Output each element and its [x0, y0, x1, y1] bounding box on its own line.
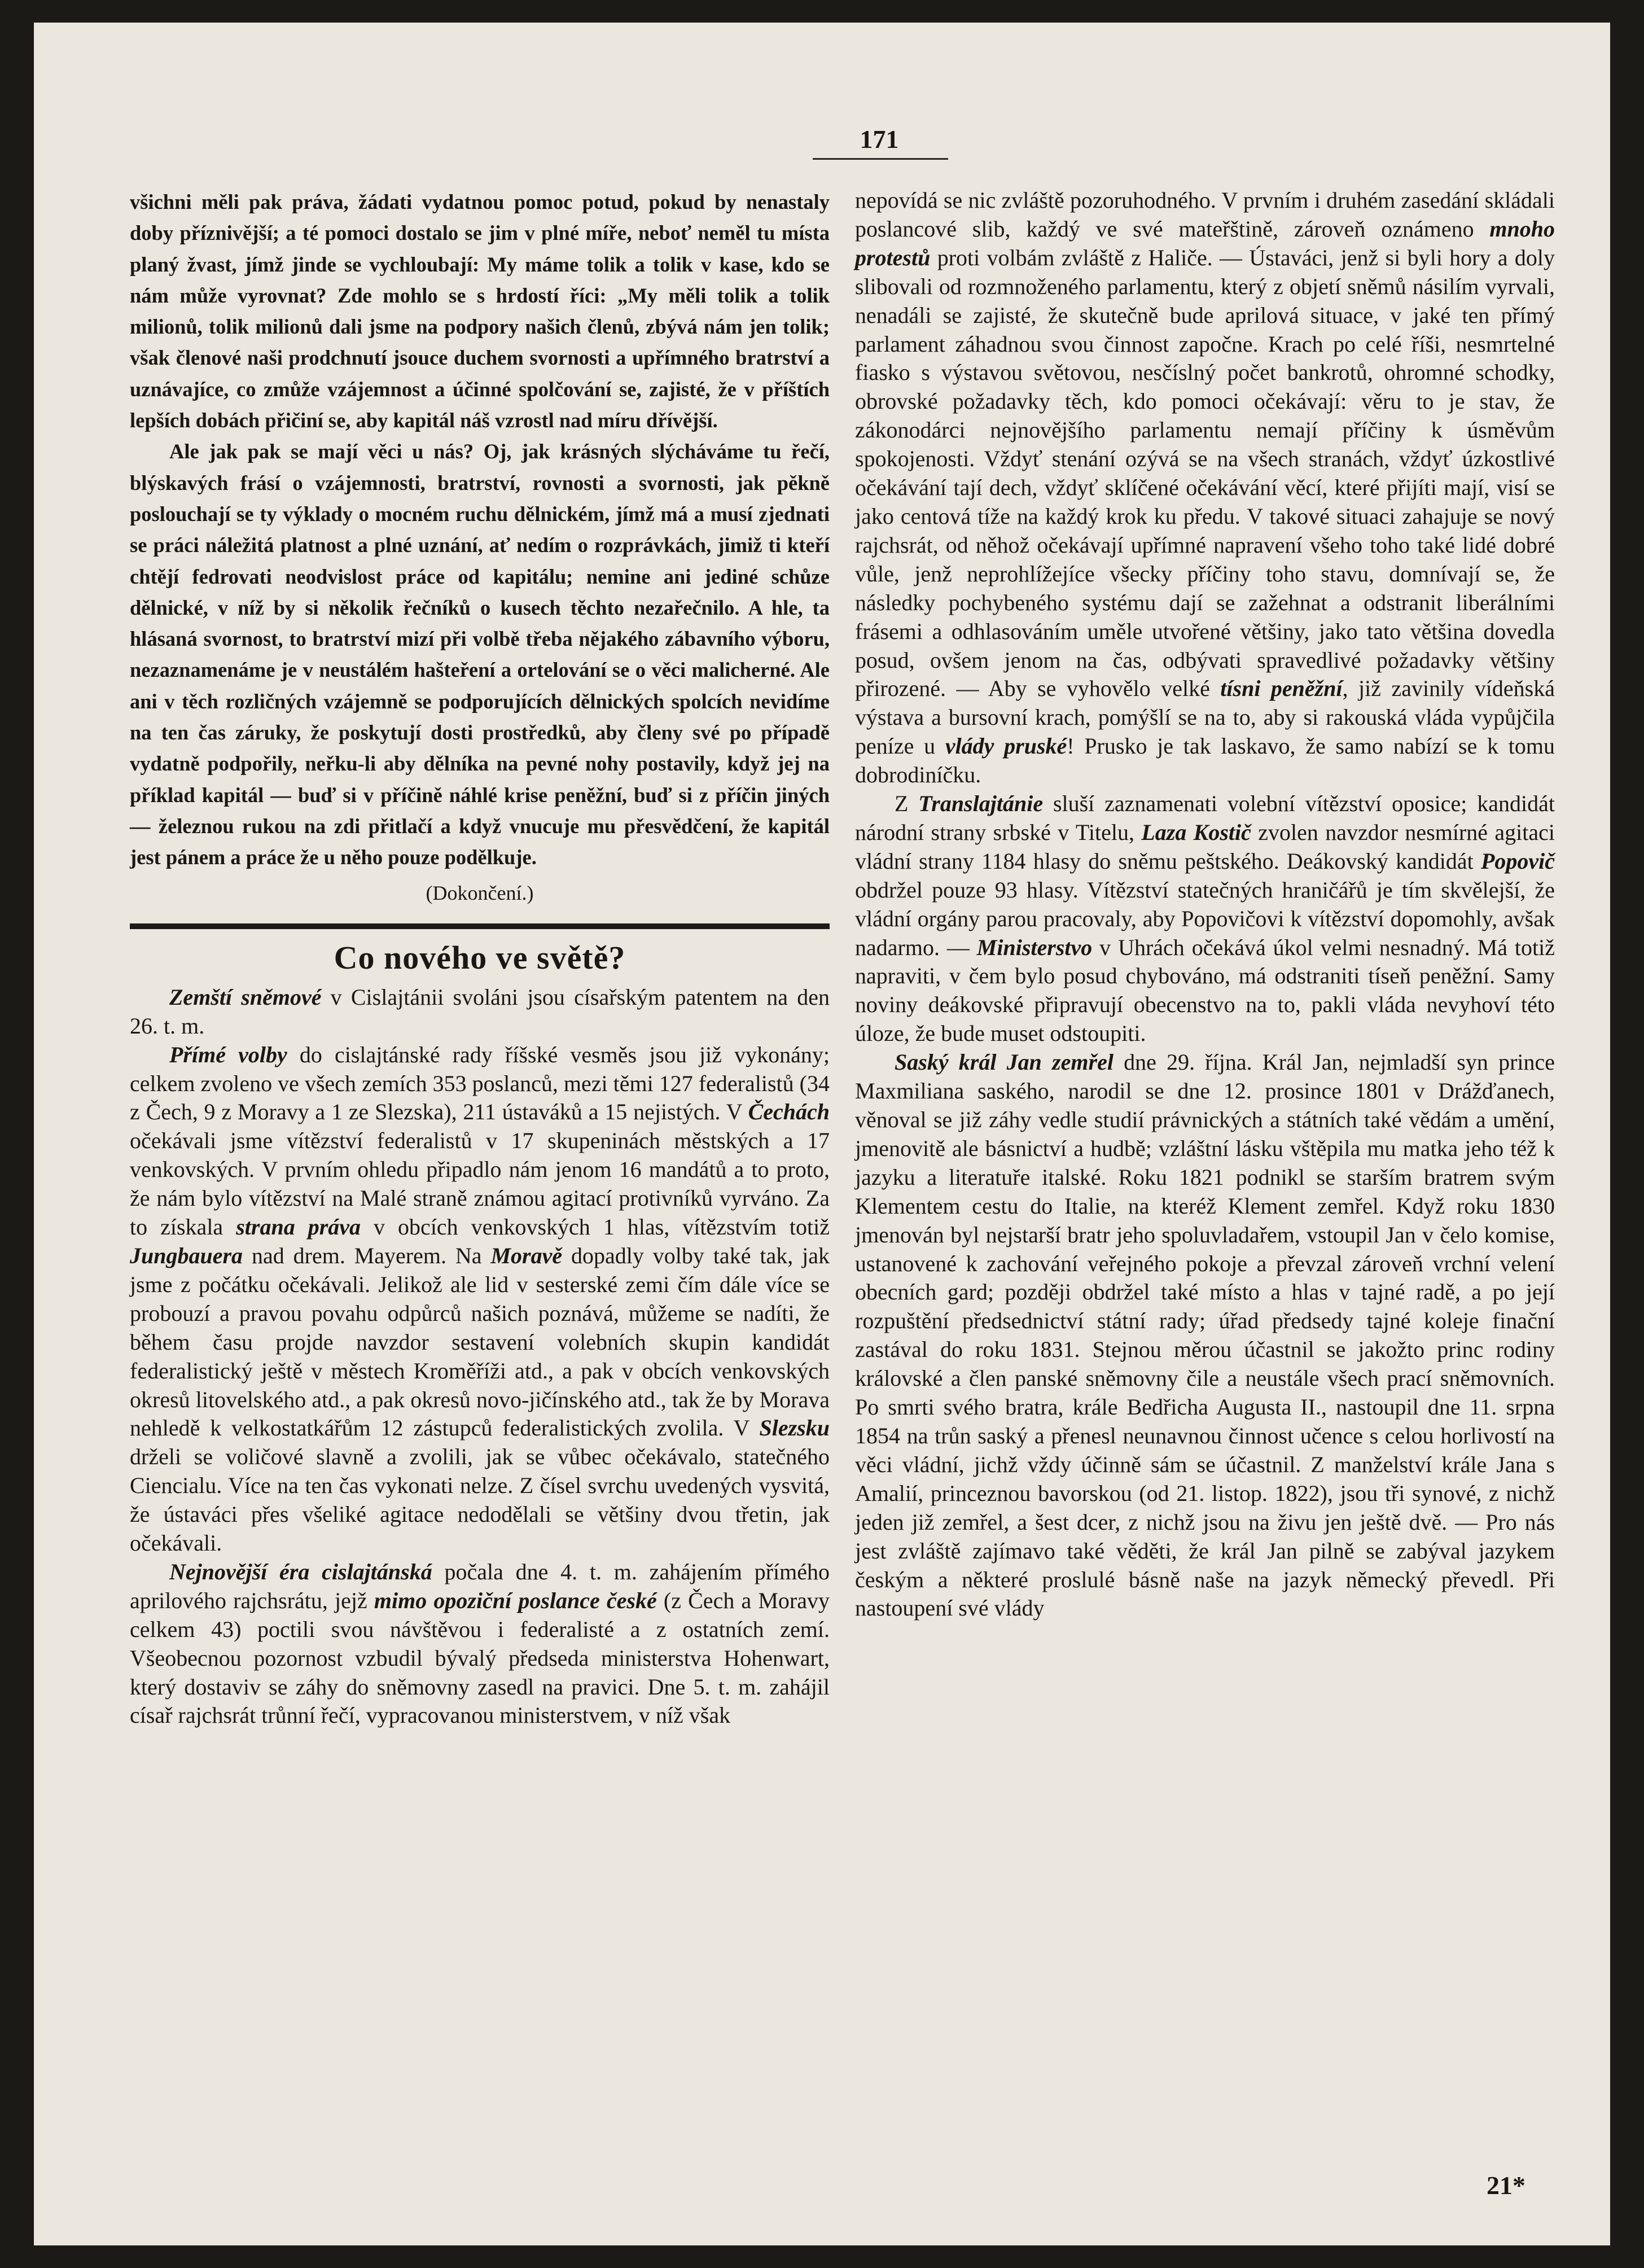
news-item-text: zvolen navzdor nesmírné agitaci vládní strany 1184 hlasy do sněmu peštského. Deákovský kandidát — [855, 819, 1555, 874]
news-item-saxon-king — [855, 1048, 1555, 1623]
news-item-emphasis: Slezsku — [759, 1415, 830, 1441]
news-item-text: ! Prusko je tak laskavo, že samo nabízí se k tomu dobrodiníčku. — [855, 733, 1555, 788]
news-item-emphasis: Moravě — [490, 1242, 563, 1268]
article-paragraph-1: všichni měli pak práva, žádati vydatnou pomoc potud, pokud by nenastaly doby příznivější; a té pomoci dostalo se jim v plné míře, neboť neměl tu místa planý žvast, jímž jinde se vychloubají: My máme tolik a tolik v kase, kdo se nám může vyrovnat? Zde mohlo se s hrdostí říci: „My měli tolik a tolik milionů, tolik milionů dali jsme na podpory našich členů, zbývá nám jen tolik; však členové naši prodchnutí jsouce duchem svornosti a upřímného bratrství a uznávajíce, co zmůže vzájemnost a účinné spolčování se, zajisté, že v příštích lepších dobách přičiní se, aby kapitál náš vzrostl nad míru dřívější. — [130, 190, 830, 432]
left-column — [130, 186, 830, 1730]
news-item-rajchsrat — [855, 186, 1555, 790]
news-item-text: nad drem. Mayerem. Na — [243, 1242, 491, 1268]
news-item-text: nepovídá se nic zvláště pozoruhodného. V prvním i druhém zasedání skládali poslancové slib, každý ve své mateřštině, zároveň oznámeno — [855, 187, 1555, 242]
news-item-lead: Nejnovější éra cislajtánská — [169, 1558, 432, 1584]
news-item-text: (z Čech a Moravy celkem 43) poctili svou návštěvou i federalisté a z ostatních zemí. Všeobecnou pozornost vzbudil bývalý předseda ministerstva Hohenwart, který dostaviv se záhy do sněmovny zasedl na pravici. Dne 5. t. m. zahájil císař rajchsrát trůnní řečí, vypracovanou ministerstvem, v níž však — [130, 1587, 830, 1728]
news-section-left — [130, 983, 830, 1731]
article-paragraph-2: Ale jak pak se mají věci u nás? Oj, jak krásných slýcháváme tu řečí, blýskavých frásí o vzájemnosti, bratrství, rovnosti a svornosti, jak pěkně poslouchají se ty výklady o mocném ruchu dělnickém, jímž má a musí zjednati se práci náležitá platnost a plné uznání, ať nedím o rozprávkách, jimiž ti kteří chtějí fedrovati neodvislost práce od kapitálu; nemine ani jediné schůze dělnické, v níž by si několik řečníků o kusech těchto nezařečnilo. A hle, ta hlásaná svornost, to bratrství mizí při volbě třeba nějakého zábavního výboru, nezaznamenáme je v neustálém hašteření a ortelování se o věci malicherné. Ale ani v těch rozličných vzájemně se podporujících dělnických spolcích nevidíme na ten čas záruky, že poskytují dosti prostředků, aby členy své po případě vydatně podpořily, neřku-li aby dělníka na pevné nohy postavily, když jej na příklad kapitál — buď si v příčině náhlé krise peněžní, buď si z příčin jiných — železnou rukou na zdi přitlačí a když vnucuje mu přesvědčení, že kapitál jest pánem a práce že u něho pouze podělkuje. — [130, 440, 830, 869]
news-item-elections — [130, 1041, 830, 1558]
news-item-text: dopadly volby také tak, jak jsme z počátku očekávali. Jelikož ale lid v sesterské zemi čím dále více se probouzí a pravou povahu odpůrců našich poznává, můžeme se nadíti, že během času projde navzdor sestavení volebních skupin kandidát federalistický ještě v městech Kroměříži atd., a pak v obcích venkovských okresů litovelského atd., a pak okresů novo-jičínského atd., tak že by Morava nehledě k velkostatkářům 12 zástupců federalistických zvolila. V — [130, 1242, 830, 1441]
news-item-text: počala dne 4. t. m. zahájením přímého aprilového rajchsrátu, jejž — [130, 1558, 830, 1613]
news-item-lead: Saský král Jan zemřel — [895, 1049, 1113, 1075]
news-item-text: dne 29. října. Král Jan, nejmladší syn prince Maxmiliana saského, narodil se dne 12. prosince 1801 v Drážďanech, věnoval se již záhy vedle studií právnických a státních také vědám a umění, jmenovitě ale básnictví a hudbě; vzláštní lásku vštěpila mu matka jeho též k jazyku a literatuře italské. Roku 1821 podnikl se starším bratrem svým Klementem cestu do Italie, na kteréž Klement zemřel. Když roku 1830 jmenován byl nejstarší bratr jeho spoluvladařem, vstoupil Jan v čelo komise, ustanovené k zachování veřejného pokoje a převzal zároveň vrchní velení obecních gard; později obdržel také místo a hlas v tajné radě, a po její rozpuštění předsednictví státní rady; úřad předsedy tajné koleje finační zastával do roku 1831. Stejnou měrou účastnil se jakožto princ rodiny královské a člen panské sněmovny čile a neustále všech prací sněmovních. Po smrti svého bratra, krále Bedřicha Augusta II., nastoupil dne 11. srpna 1854 na trůn saský a přenesl neunavnou činnost učence s celou horlivostí na věci vládní, jichž vždy účinně sám se účastnil. Z manželství krále Jana s Amalií, princeznou bavorskou (od 21. listop. 1822), jsou tři synové, z nichž jeden již zemřel, a šest dcer, z nichž jsou na živu jen ještě dvě. — Pro nás jest zvláště zajímavo také věděti, že král Jan pilně se zabýval jazykem českým a některé proslulé básně naše na jazyk německý převedl. Při nastoupení své vlády — [855, 1049, 1555, 1621]
news-item-emphasis: tísni peněžní — [1220, 676, 1343, 702]
news-item-emphasis: Čechách — [748, 1099, 830, 1125]
news-item-diets — [130, 983, 830, 1041]
news-item-emphasis: mimo opoziční poslance české — [374, 1587, 657, 1613]
news-item-emphasis: Ministerstvo — [976, 934, 1093, 960]
news-item-text: proti volbám zvláště z Haliče. — Ústaváci, jenž si byli hory a doly slibovali od rozmnoženého parlamentu, který z objetí sněmů násilím vyrvali, nenadáli se zajisté, že skutečně bude aprilová situace, v jaké ten přímý parlament záhadnou svou činnost započne. Krach po celé říši, nesmrtelné fiasko s výstavou světovou, nesčíslný počet bankrotů, ohromné schodky, obrovské požadavky těch, kdo pomoci očekávají: věru to je stav, že zákonodárci nejnovějšího parlamentu nemají příčiny k úsměvům spokojenosti. Vždyť stenání ozývá se na všech stranách, vždyť úzkostlivé očekávání tají dech, vždyť sklíčené očekávání věcí, které přijíti mají, visí se jako centová tíže na každý krok ku předu. V takové situaci zahajuje se nový rajchsrát, od něhož očekávají upřímné napravení všeho toho také lidé dobré vůle, jenž neprohlížejíce všecky příčiny toho stavu, domnívají se, že následky pochybeného systému dají se zažehnat a odstranit liberálními frásemi a odhlasováním uměle utvořené většiny, jako tato většina dovedla posud, ovšem jenom na čas, odbývati spravedlivé požadavky většiny přirozené. — Aby se vyhovělo velké — [855, 244, 1555, 702]
news-item-text: , již zavinily vídeňská výstava a bursovní krach, pomýšlí se na to, aby si rakouská vláda vypůjčila peníze u — [855, 676, 1555, 759]
right-column — [855, 186, 1555, 1623]
article-continuation-note: (Dokončení.) — [426, 881, 534, 904]
page-number: 171 — [860, 125, 899, 154]
news-item-text: drželi se voličové slavně a zvolili, jak se vůbec očekávalo, statečného Ciencialu. Více na ten čas vykonati nelze. Z čísel svrchu uvedených vysvitá, že ústaváci přes všeliké agitace nedodělali se většiny dvou třetin, jak očekávali. — [130, 1444, 830, 1556]
news-item-text: v Cislajtánii svoláni jsou císařským patentem na den 26. t. m. — [130, 984, 830, 1039]
news-item-text: očekávali jsme vítězství federalistů v 17 skupeninách městských a 17 venkovských. V prvním ohledu připadlo nám jenom 16 mandátů a to proto, že nám bylo vítězství na Malé straně známou agitací protivníků vyrváno. Za to získala — [130, 1128, 830, 1240]
news-item-text: obdržel pouze 93 hlasy. Vítězství statečných hraničářů je tím skvělejší, že vládní orgány parou pracovaly, aby Popovičovi k vítězství dopomohly, avšak nadarmo. — — [855, 877, 1555, 960]
news-item-emphasis: Popovič — [1480, 848, 1555, 874]
page-number-rule — [813, 158, 948, 160]
news-item-text: Z — [895, 791, 919, 817]
news-item-lead: Přímé volby — [169, 1041, 287, 1067]
news-item-translajtanie — [855, 790, 1555, 1048]
news-item-text: v Uhrách očekává úkol velmi nesnadný. Má totiž napraviti, v čem bylo posud chybováno, má odstraniti tíseň peněžní. Samy noviny deákovské připravují obecenstvo na to, pakli vláda nevyhoví této úloze, že bude muset odstoupiti. — [855, 934, 1555, 1047]
newspaper-page — [34, 23, 1610, 2245]
news-item-emphasis: Jungbauera — [130, 1242, 243, 1268]
section-title: Co nového ve světě? — [334, 939, 626, 976]
news-item-text: v obcích venkovských 1 hlas, vítězstvím totiž — [361, 1214, 830, 1240]
news-item-emphasis: Translajtánie — [918, 791, 1044, 817]
news-item-lead: Zemští sněmové — [169, 984, 322, 1010]
section-divider — [130, 923, 830, 929]
printer-signature-mark: 21* — [1487, 2171, 1525, 2200]
news-item-emphasis: mnoho protestů — [855, 216, 1555, 270]
news-item-text: sluší zaznamenati volební vítězství oposice; kandidát národní strany srbské v Titelu, — [855, 791, 1555, 845]
news-item-new-era — [130, 1558, 830, 1730]
news-item-emphasis: strana práva — [236, 1214, 361, 1240]
news-item-emphasis: vlády pruské — [945, 733, 1067, 759]
news-item-emphasis: Laza Kostič — [1141, 819, 1251, 845]
news-item-text: do cislajtánské rady říšské vesměs jsou již vykonány; celkem zvoleno ve všech zemích 353 poslanců, mezi těmi 127 federalistů (34 z Čech, 9 z Moravy a 1 ze Slezska), 211 ústaváků a 15 nejistých. V — [130, 1041, 830, 1125]
